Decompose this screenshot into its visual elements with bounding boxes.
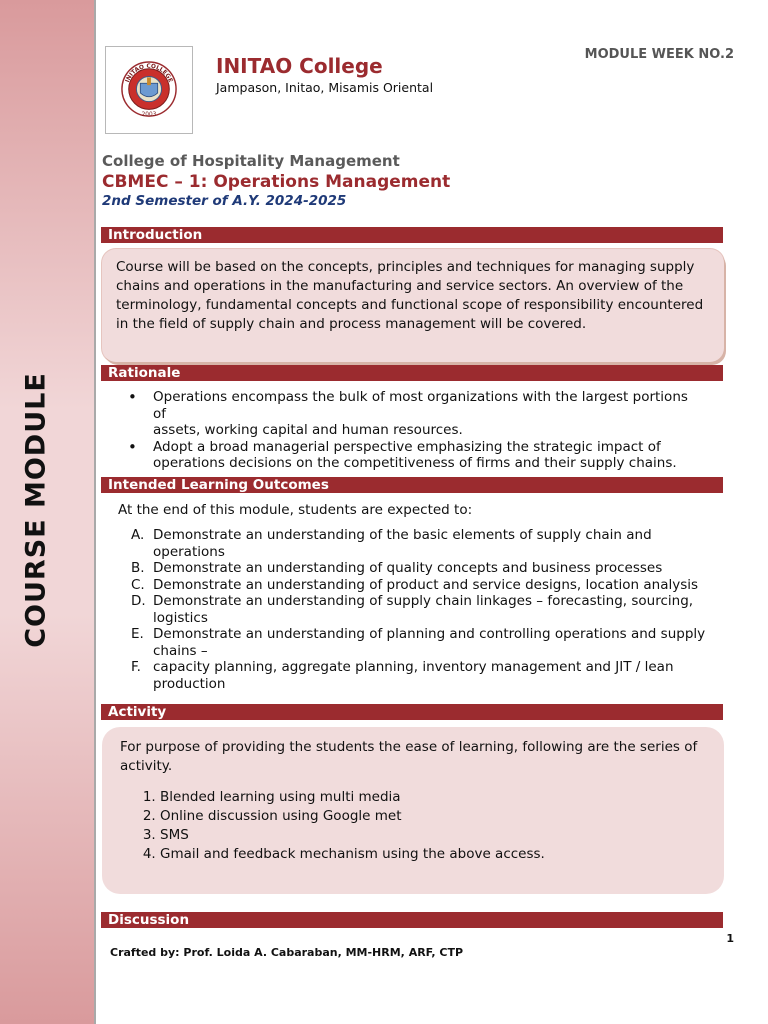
list-item: 2. Online discussion using Google met — [160, 807, 706, 826]
department-name: College of Hospitality Management — [102, 152, 400, 170]
activity-list — [120, 788, 706, 864]
activity-intro: For purpose of providing the students the ease of learning, following are the series of activity. — [120, 739, 698, 774]
list-item: B. Demonstrate an understanding of quality concepts and business processes — [131, 560, 663, 576]
list-item: A. Demonstrate an understanding of the basic elements of supply chain and operations — [131, 527, 652, 560]
introduction-box — [102, 249, 724, 362]
logo-text: INITAO COLLEGE — [124, 63, 174, 84]
logo-year: 2003 — [141, 112, 157, 119]
semester-label: 2nd Semester of A.Y. 2024-2025 — [102, 193, 347, 209]
rationale-heading: Rationale — [101, 365, 723, 381]
rationale-list — [128, 389, 723, 472]
activity-box — [102, 727, 724, 894]
college-address: Jampason, Initao, Misamis Oriental — [216, 80, 434, 95]
list-item: C. Demonstrate an understanding of product and service designs, location analysis — [131, 576, 699, 593]
list-item: 1. Blended learning using multi media — [160, 788, 706, 807]
college-name: INITAO College — [216, 54, 383, 78]
list-item: • Operations encompass the bulk of most organizations with the largest portions of assets, working capital and human resources. — [128, 389, 723, 439]
sidebar-label: COURSE MODULE — [20, 372, 52, 648]
list-item: • Adopt a broad managerial perspective emphasizing the strategic impact of operations decisions on the competitiveness of firms and their supply chains. — [128, 439, 723, 472]
college-logo — [105, 46, 193, 134]
list-item: F. capacity planning, aggregate planning, inventory management and JIT / lean production — [131, 659, 674, 692]
sidebar-band — [0, 0, 96, 1024]
list-item: 3. SMS — [160, 826, 706, 845]
list-item: D. Demonstrate an understanding of supply chain linkages – forecasting, sourcing, logistics — [131, 593, 694, 626]
college-seal-icon — [120, 47, 178, 133]
discussion-heading: Discussion — [101, 912, 723, 928]
outcomes-list — [128, 527, 723, 692]
module-week: MODULE WEEK NO.2 — [584, 47, 734, 62]
introduction-body: Course will be based on the concepts, principles and techniques for managing supply chains and operations in the manufacturing and service sectors. An overview of the terminology, fundamental concepts and functional scope of responsibility encountered in the field of supply chain and process management will be covered. — [116, 259, 704, 332]
page-number: 1 — [726, 932, 734, 945]
list-item: 4. Gmail and feedback mechanism using the above access. — [160, 845, 706, 864]
crafted-by: Crafted by: Prof. Loida A. Cabaraban, MM-HRM, ARF, CTP — [110, 946, 464, 959]
activity-heading: Activity — [101, 704, 723, 720]
outcomes-heading: Intended Learning Outcomes — [101, 477, 723, 493]
course-title: CBMEC – 1: Operations Management — [102, 172, 451, 192]
outcomes-intro: At the end of this module, students are expected to: — [118, 502, 473, 518]
introduction-heading: Introduction — [101, 227, 723, 243]
list-item: E. Demonstrate an understanding of planning and controlling operations and supply chains – — [131, 626, 706, 659]
